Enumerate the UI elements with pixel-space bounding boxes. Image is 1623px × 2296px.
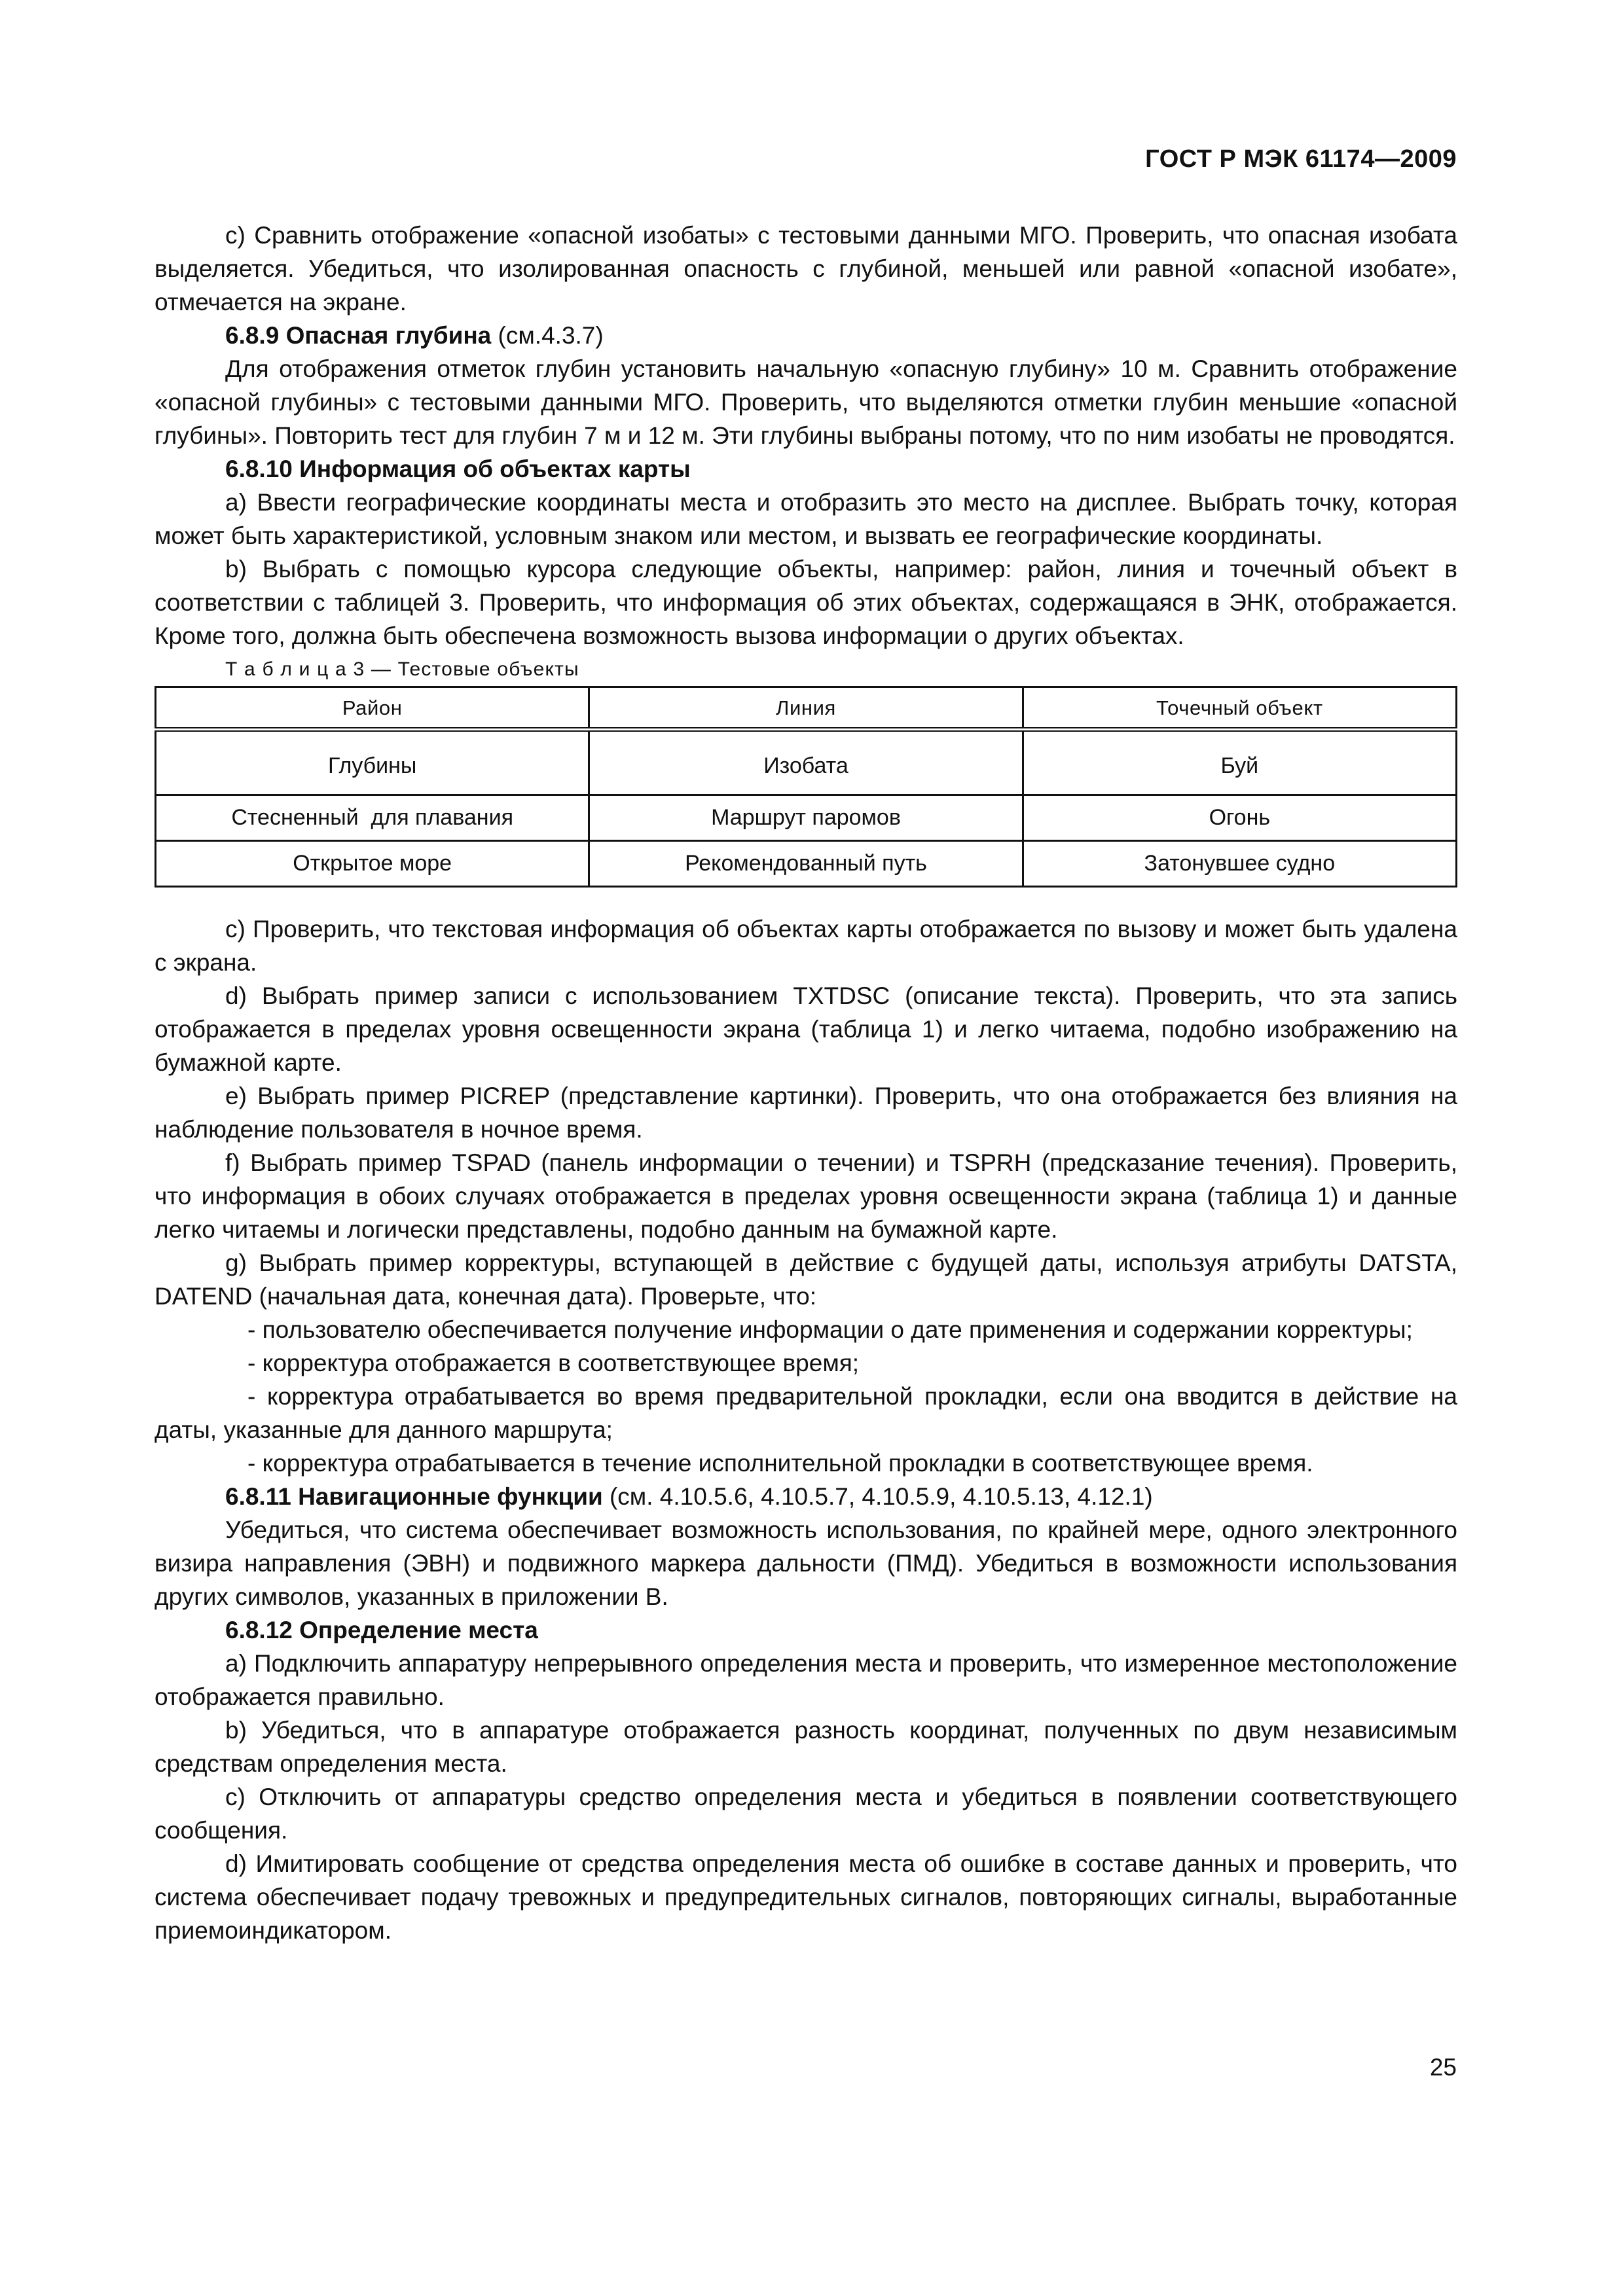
paragraph-d-txtdsc: d) Выбрать пример записи с использованием TXTDSC (описание текста). Проверить, что эта запись отображается в пределах уровня освещенности экрана (таблица 1) и легко читаема, подобно изображению на бумажной карте. [155, 982, 1457, 1076]
table-caption: Т а б л и ц а 3 — Тестовые объекты [225, 658, 579, 680]
table-header-row [156, 687, 1457, 730]
page-number: 25 [1429, 2054, 1457, 2081]
paragraph-b-positioning: b) Убедиться, что в аппаратуре отображается разность координат, полученных по двум независимым средствам определения места. [155, 1717, 1457, 1777]
table-cell: Стесненный для плавания [156, 795, 589, 841]
section-title: 6.8.12 Определение места [225, 1617, 538, 1643]
table-row [156, 795, 1457, 841]
table-cell: Маршрут паромов [589, 795, 1023, 841]
section-title: 6.8.10 Информация об объектах карты [225, 456, 691, 482]
page-body [155, 219, 1457, 1947]
list-item: - корректура отрабатывается во время предварительной прокладки, если она вводится в действие на даты, указанные для данного маршрута; [155, 1383, 1457, 1443]
paragraph-c-text-info: c) Проверить, что текстовая информация об объектах карты отображается по вызову и может быть удалена с экрана. [155, 916, 1457, 976]
section-heading-6-8-11 [155, 1480, 1457, 1513]
document-header: ГОСТ Р МЭК 61174—2009 [1145, 145, 1457, 173]
section-ref: (см.4.3.7) [491, 322, 604, 349]
section-ref: (см. 4.10.5.6, 4.10.5.7, 4.10.5.9, 4.10.5.13, 4.12.1) [602, 1483, 1153, 1510]
paragraph-d-positioning: d) Имитировать сообщение от средства определения места об ошибке в составе данных и проверить, что система обеспечивает подачу тревожных и предупредительных сигналов, повторяющих сигналы, выработанные приемоиндикатором. [155, 1850, 1457, 1944]
table-cell: Затонувшее судно [1023, 841, 1456, 887]
section-title: 6.8.9 Опасная глубина [225, 322, 492, 349]
section-heading-6-8-9 [155, 319, 1457, 352]
paragraph-c-isobath: c) Сравнить отображение «опасной изобаты» с тестовыми данными МГО. Проверить, что опасная изобата выделяется. Убедиться, что изолированная опасность с глубиной, меньшей или равной «опасной изобате», отмечается на экране. [155, 222, 1457, 315]
table-header-cell: Точечный объект [1023, 687, 1456, 730]
paragraph-g-corrections: g) Выбрать пример корректуры, вступающей в действие с будущей даты, используя атрибуты DATSTA, DATEND (начальная дата, конечная дата). Проверьте, что: [155, 1249, 1457, 1310]
table-cell: Открытое море [156, 841, 589, 887]
table-cell: Глубины [156, 730, 589, 795]
section-title: 6.8.11 Навигационные функции [225, 1483, 603, 1510]
table-header-cell: Линия [589, 687, 1023, 730]
table-row [156, 730, 1457, 795]
paragraph-a-positioning: a) Подключить аппаратуру непрерывного определения места и проверить, что измеренное местоположение отображается правильно. [155, 1650, 1457, 1710]
table-header-cell: Район [156, 687, 589, 730]
paragraph-a-coordinates: a) Ввести географические координаты места и отобразить это место на дисплее. Выбрать точку, которая может быть характеристикой, условным знаком или местом, и вызвать ее географические координаты. [155, 489, 1457, 549]
paragraph-b-objects: b) Выбрать с помощью курсора следующие объекты, например: район, линия и точечный объект в соответствии с таблицей 3. Проверить, что информация об этих объектах, содержащаяся в ЭНК, отображается. Кроме того, должна быть обеспечена возможность вызова информации о других объектах. [155, 556, 1457, 649]
test-objects-table [155, 686, 1457, 888]
list-item: - корректура отрабатывается в течение исполнительной прокладки в соответствующее время. [247, 1450, 1313, 1477]
section-heading-6-8-10 [155, 452, 1457, 486]
paragraph-e-picrep: e) Выбрать пример PICREP (представление картинки). Проверить, что она отображается без влияния на наблюдение пользователя в ночное время. [155, 1083, 1457, 1143]
paragraph-dangerous-depth: Для отображения отметок глубин установить начальную «опасную глубину» 10 м. Сравнить отображение «опасной глубины» с тестовыми данными МГО. Проверить, что выделяются отметки глубин меньшие «опасной глубины». Повторить тест для глубин 7 м и 12 м. Эти глубины выбраны потому, что по ним изобаты не проводятся. [155, 355, 1457, 449]
table-cell: Изобата [589, 730, 1023, 795]
section-heading-6-8-12 [155, 1613, 1457, 1647]
paragraph-f-tspad: f) Выбрать пример TSPAD (панель информации о течении) и TSPRH (предсказание течения). Проверить, что информация в обоих случаях отображается в пределах уровня освещенности экрана (таблица 1) и данные легко читаемы и логически представлены, подобно данным на бумажной карте. [155, 1149, 1457, 1243]
list-item: - корректура отображается в соответствующее время; [247, 1350, 860, 1376]
table-row [156, 841, 1457, 887]
list-item: - пользователю обеспечивается получение информации о дате применения и содержании корректуры; [247, 1316, 1413, 1343]
table-cell: Буй [1023, 730, 1456, 795]
paragraph-navigation-functions: Убедиться, что система обеспечивает возможность использования, по крайней мере, одного электронного визира направления (ЭВН) и подвижного маркера дальности (ПМД). Убедиться в возможности использования других символов, указанных в приложении В. [155, 1516, 1457, 1610]
table-cell: Рекомендованный путь [589, 841, 1023, 887]
table-cell: Огонь [1023, 795, 1456, 841]
paragraph-c-positioning: c) Отключить от аппаратуры средство определения места и убедиться в появлении соответствующего сообщения. [155, 1784, 1457, 1844]
